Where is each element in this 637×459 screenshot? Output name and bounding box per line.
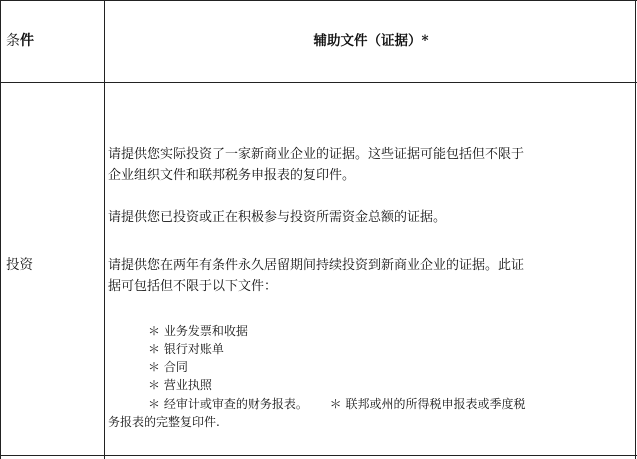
table-right-border: [635, 0, 636, 459]
header-supporting-documents: 辅助文件（证据）*: [313, 33, 429, 49]
table-left-border: [0, 0, 1, 459]
paragraph-line: 请提供您已投资或正在积极参与投资所需资金总额的证据。: [108, 210, 447, 225]
list-item: ＊ 营业执照: [148, 378, 212, 392]
paragraph-line: 请提供您实际投资了一家新商业企业的证据。这些证据可能包括但不限于: [108, 147, 525, 162]
header-condition-bold: 件: [20, 33, 34, 49]
column-divider: [104, 0, 105, 459]
header-condition-prefix: 条: [6, 33, 20, 49]
list-item: ＊ 业务发票和收据: [148, 324, 248, 338]
list-item: ＊ 银行对账单: [148, 342, 224, 356]
condition-label: 投资: [6, 257, 33, 273]
paragraph-line: 企业组织文件和联邦税务申报表的复印件。: [108, 168, 356, 183]
list-item: ＊ 经审计或审查的财务报表。 ＊ 联邦或州的所得税申报表或季度税: [148, 397, 526, 411]
list-item: ＊ 合同: [148, 360, 188, 374]
header-condition: [6, 31, 34, 51]
paragraph-line: 据可包括但不限于以下文件：: [108, 279, 278, 294]
list-item-continuation: 务报表的完整复印件.: [108, 415, 220, 429]
header-bottom-border: [0, 82, 637, 83]
row-bottom-border: [0, 455, 637, 456]
paragraph-line: 请提供您在两年有条件永久居留期间持续投资到新商业企业的证据。此证: [108, 258, 525, 273]
table-top-border: [0, 0, 637, 1]
